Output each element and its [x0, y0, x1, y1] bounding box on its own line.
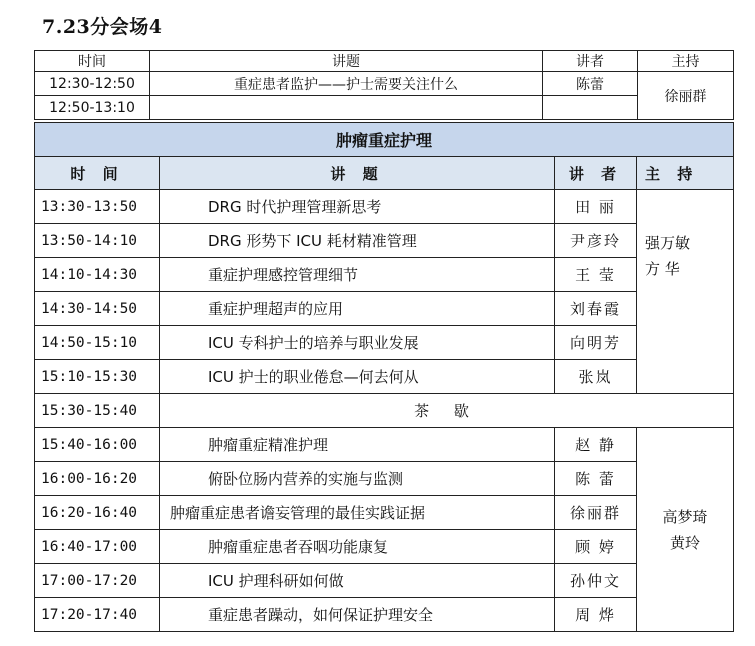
time-cell: 14:30-14:50: [35, 292, 160, 326]
time-cell: 13:30-13:50: [35, 190, 160, 224]
header-topic: 讲题: [150, 51, 543, 72]
session-banner-row: [35, 123, 734, 157]
time-cell: 13:50-14:10: [35, 224, 160, 258]
time-cell: 16:20-16:40: [35, 496, 160, 530]
topic-cell: [150, 96, 543, 120]
speaker-cell: 陈 蕾: [555, 462, 637, 496]
topic-cell: ICU 护士的职业倦怠—何去何从: [160, 360, 555, 394]
table-row: [35, 190, 734, 224]
page-title: 7.23分会场4: [42, 16, 163, 38]
host-name: 方 华: [645, 260, 680, 278]
break-row: [35, 394, 734, 428]
session1-header-row: [35, 51, 734, 72]
header-host: 主持: [638, 51, 734, 72]
time-cell: 15:40-16:00: [35, 428, 160, 462]
header-speaker: 讲者: [543, 51, 638, 72]
time-cell: 17:20-17:40: [35, 598, 160, 632]
speaker-cell: 顾 婷: [555, 530, 637, 564]
time-cell: 12:50-13:10: [35, 96, 150, 120]
table-row: [35, 530, 734, 564]
table-row: [35, 462, 734, 496]
session1-table: [34, 50, 734, 120]
header-time: 时 间: [35, 157, 160, 190]
topic-cell: 重症患者躁动，如何保证护理安全: [160, 598, 555, 632]
speaker-cell: 陈蕾: [543, 72, 638, 96]
session2-table: [34, 122, 734, 632]
time-cell: 12:30-12:50: [35, 72, 150, 96]
time-cell: 16:40-17:00: [35, 530, 160, 564]
time-cell: 14:10-14:30: [35, 258, 160, 292]
break-label: 茶 歇: [160, 394, 734, 428]
table-row: [35, 96, 734, 120]
topic-cell: DRG 形势下 ICU 耗材精准管理: [160, 224, 555, 258]
time-cell: 15:30-15:40: [35, 394, 160, 428]
header-time: 时间: [35, 51, 150, 72]
table-row: [35, 72, 734, 96]
time-cell: 17:00-17:20: [35, 564, 160, 598]
speaker-cell: 赵 静: [555, 428, 637, 462]
host-name: 高梦琦: [662, 507, 708, 526]
host-cell: 徐丽群: [638, 72, 734, 120]
table-row: [35, 292, 734, 326]
header-host: 主 持: [637, 157, 734, 190]
topic-cell: ICU 护理科研如何做: [160, 564, 555, 598]
table-row: [35, 564, 734, 598]
topic-cell: 重症护理超声的应用: [160, 292, 555, 326]
time-cell: 16:00-16:20: [35, 462, 160, 496]
speaker-cell: [543, 96, 638, 120]
topic-cell: 重症护理感控管理细节: [160, 258, 555, 292]
topic-cell: 重症患者监护——护士需要关注什么: [150, 72, 543, 96]
host-cell: [637, 428, 734, 632]
header-speaker: 讲 者: [555, 157, 637, 190]
topic-cell: 肿瘤重症患者谵妄管理的最佳实践证据: [160, 496, 555, 530]
speaker-cell: 周 烨: [555, 598, 637, 632]
topic-cell: ICU 专科护士的培养与职业发展: [160, 326, 555, 360]
speaker-cell: 田 丽: [555, 190, 637, 224]
speaker-cell: 王 莹: [555, 258, 637, 292]
speaker-cell: 孙仲文: [555, 564, 637, 598]
table-row: [35, 428, 734, 462]
table-row: [35, 224, 734, 258]
topic-cell: DRG 时代护理管理新思考: [160, 190, 555, 224]
topic-cell: 肿瘤重症精准护理: [160, 428, 555, 462]
topic-cell: 俯卧位肠内营养的实施与监测: [160, 462, 555, 496]
table-row: [35, 496, 734, 530]
time-cell: 14:50-15:10: [35, 326, 160, 360]
time-cell: 15:10-15:30: [35, 360, 160, 394]
speaker-cell: 尹彦玲: [555, 224, 637, 258]
speaker-cell: 张岚: [555, 360, 637, 394]
speaker-cell: 徐丽群: [555, 496, 637, 530]
header-topic: 讲 题: [160, 157, 555, 190]
host-name: 强万敏: [645, 234, 691, 252]
host-name: 黄玲: [670, 533, 701, 552]
speaker-cell: 刘春霞: [555, 292, 637, 326]
session-banner: 肿瘤重症护理: [35, 123, 734, 157]
topic-cell: 肿瘤重症患者吞咽功能康复: [160, 530, 555, 564]
table-row: [35, 258, 734, 292]
speaker-cell: 向明芳: [555, 326, 637, 360]
table-row: [35, 598, 734, 632]
table-row: [35, 326, 734, 360]
table-row: [35, 360, 734, 394]
session2-header-row: [35, 157, 734, 190]
host-cell: [637, 190, 734, 394]
